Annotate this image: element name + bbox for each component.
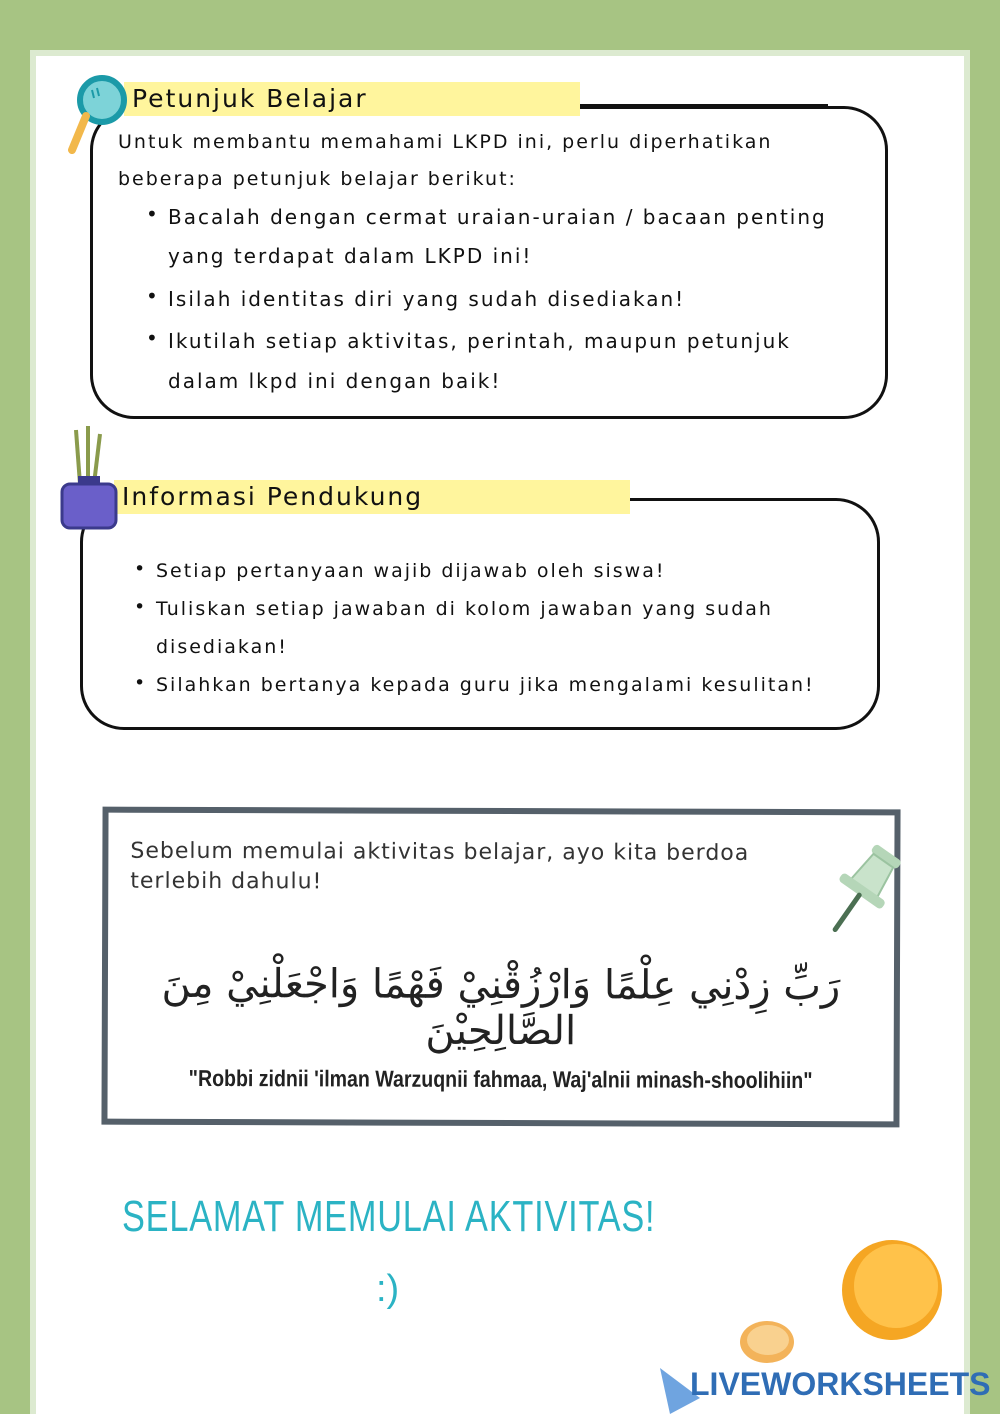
list-item-line: • Setiap pertanyaan wajib dijawab oleh siswa! [156, 560, 666, 582]
list-item [168, 202, 858, 284]
list-item [156, 558, 856, 596]
list-item [156, 672, 856, 710]
list-item-line: • Isilah identitas diri yang sudah disediakan! [168, 287, 686, 311]
list-item-line: disediakan! [156, 636, 288, 658]
informasi-list [156, 558, 856, 710]
informasi-title: Informasi Pendukung [114, 480, 630, 514]
list-item-line: dalam lkpd ini dengan baik! [168, 369, 502, 393]
list-item [156, 596, 856, 672]
list-item [168, 284, 858, 326]
informasi-header-line [628, 498, 828, 501]
petunjuk-list [168, 202, 858, 408]
petunjuk-title: Petunjuk Belajar [124, 82, 580, 116]
list-item-line: • Tuliskan setiap jawaban di kolom jawaban yang sudah [156, 598, 773, 620]
prayer-intro-2: terlebih dahulu! [130, 868, 323, 895]
list-item-line: yang terdapat dalam LKPD ini! [168, 244, 533, 268]
pushpin-icon [818, 838, 908, 948]
prayer-transliteration: "Robbi zidnii 'ilman Warzuqnii fahmaa, Waj'alnii minash-shoolihiin" [188, 1064, 813, 1094]
reed-diffuser-icon [58, 424, 120, 534]
list-item-line: • Silahkan bertanya kepada guru jika mengalami kesulitan! [156, 674, 815, 696]
list-item-line: • Ikutilah setiap aktivitas, perintah, maupun petunjuk [168, 329, 791, 353]
prayer-arabic: رَبِّ زِدْنِي عِلْمًا وَارْزُقْنِيْ فَهْمًا وَاجْعَلْنِيْ مِنَ الصَّالِحِيْنَ [161, 960, 841, 1055]
list-item [168, 326, 858, 408]
list-item-line: • Bacalah dengan cermat uraian-uraian / bacaan penting [168, 205, 827, 229]
petunjuk-header-line [578, 104, 828, 107]
petunjuk-intro-2: beberapa petunjuk belajar berikut: [118, 168, 517, 190]
prayer-box [101, 807, 900, 1128]
watermark: LIVEWORKSHEETS [690, 1366, 991, 1402]
coin-icon [738, 1318, 796, 1366]
prayer-intro-1: Sebelum memulai aktivitas belajar, ayo kita berdoa [130, 838, 750, 866]
petunjuk-intro-1: Untuk membantu memahami LKPD ini, perlu diperhatikan [118, 131, 773, 153]
closing-title: SELAMAT MEMULAI AKTIVITAS! [122, 1192, 656, 1241]
coin-icon [838, 1236, 946, 1344]
closing-smiley: :) [376, 1268, 400, 1310]
